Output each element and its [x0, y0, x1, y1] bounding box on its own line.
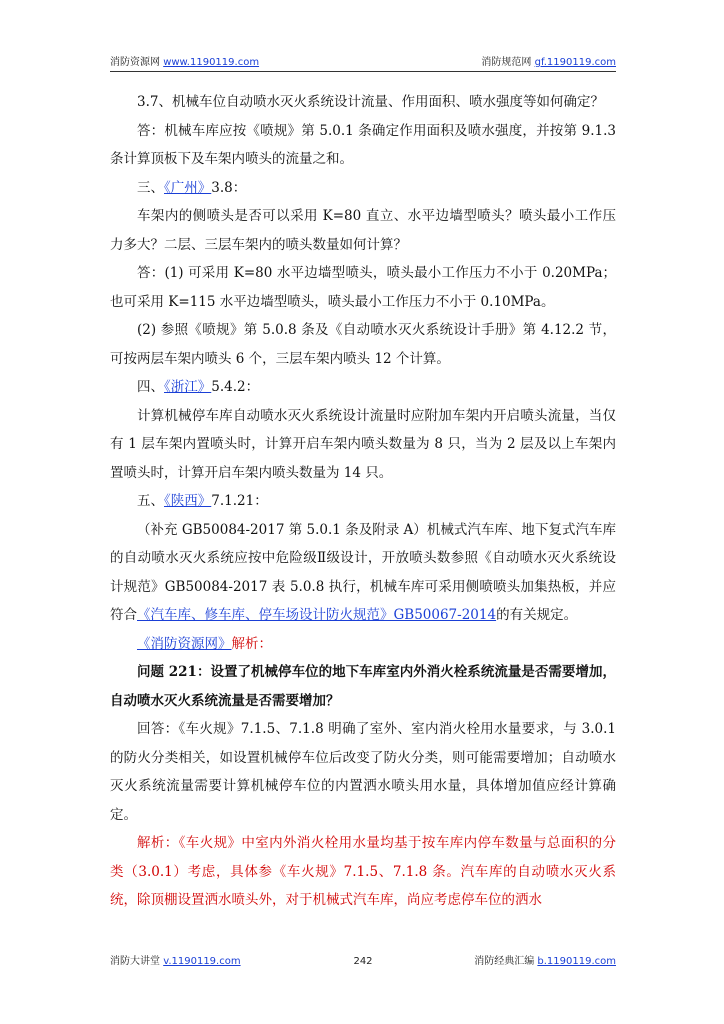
shaanxi-text: [110, 516, 616, 630]
section-4-prefix: 四、: [137, 379, 164, 395]
page-number: 242: [353, 956, 373, 967]
section-3-heading: [110, 174, 616, 203]
footer-left-label: 消防大讲堂: [110, 956, 160, 967]
section-3-suffix: 3.8：: [211, 179, 247, 196]
zhejiang-link[interactable]: 《浙江》: [164, 379, 212, 395]
shaanxi-link[interactable]: 《陕西》: [164, 493, 212, 509]
header-left: [110, 53, 259, 68]
section-4-heading: [110, 373, 616, 402]
section-5-prefix: 五、: [137, 493, 164, 509]
footer-right: [474, 952, 616, 967]
footer-right-link[interactable]: b.1190119.com: [537, 956, 616, 967]
analysis-label: 解析：: [231, 635, 272, 652]
xiaofang-ziyuan-link[interactable]: 《消防资源网》: [137, 635, 232, 652]
answer-221: 回答：《车火规》7.1.5、7.1.8 明确了室外、室内消火栓用水量要求，与 3.0.1 的防火分类相关，如设置机械停车位后改变了防火分类，则可能需要增加；自动喷水灭火系统流量需要计算机械停车位的内置洒水喷头用水量，具体增加值应经计算确定。: [110, 721, 616, 823]
page-footer: [110, 952, 616, 967]
section-4-suffix: 5.4.2：: [211, 379, 260, 395]
header-right-link[interactable]: gf.1190119.com: [534, 57, 616, 68]
analysis-text: 解析：《车火规》中室内外消火栓用水量均基于按车库内停车数量与总面积的分类（3.0.1）考虑，具体参《车火规》7.1.5、7.1.8 条。汽车库的自动喷水灭火系统，除顶棚设置洒水喷头外，对于机械式汽车库，尚应考虑停车位的洒水: [110, 835, 616, 908]
zhejiang-text: 计算机械停车库自动喷水灭火系统设计流量时应附加车架内开启喷头流量，当仅有 1 层车架内置喷头时，计算开启车架内喷头数量为 8 只，当为 2 层及以上车架内置喷头时，计算开启车架内喷头数量为 14 只。: [110, 407, 616, 481]
section-5-heading: [110, 487, 616, 516]
page-content: [110, 88, 616, 915]
header-left-link[interactable]: www.1190119.com: [163, 57, 260, 68]
header-left-label: 消防资源网: [110, 57, 160, 68]
footer-left: [110, 952, 241, 967]
page-header: [110, 53, 616, 72]
answer-3-8-part2: (2) 参照《喷规》第 5.0.8 条及《自动喷水灭火系统设计手册》第 4.12.2 节，可按两层车架内喷头 6 个，三层车架内喷头 12 个计算。: [110, 322, 616, 367]
shaanxi-body: （补充 GB50084-2017 第 5.0.1 条及附录 A）机械式汽车库、地下复式汽车库的自动喷水灭火系统应按中危险级Ⅱ级设计，开放喷头数参照《自动喷水灭火系统设计规范》GB50084-2017 表 5.0.8 执行，机械车库可采用侧喷喷头加集热板，并应符合: [110, 521, 616, 623]
guangzhou-link[interactable]: 《广州》: [164, 179, 212, 196]
analysis-heading: [110, 630, 616, 659]
section-5-suffix: 7.1.21：: [211, 493, 268, 509]
header-right-label: 消防规范网: [481, 57, 532, 68]
answer-3-7: 答：机械车库应按《喷规》第 5.0.1 条确定作用面积及喷水强度，并按第 9.1.3 条计算顶板下及车架内喷头的流量之和。: [110, 122, 616, 167]
answer-3-8-part1: 答：(1) 可采用 K=80 水平边墙型喷头，喷头最小工作压力不小于 0.20MPa；也可采用 K=115 水平边墙型喷头，喷头最小工作压力不小于 0.10MPa。: [110, 265, 616, 310]
header-right: [481, 53, 616, 68]
footer-right-label: 消防经典汇编: [474, 956, 535, 967]
question-221: 问题 221：设置了机械停车位的地下车库室内外消火栓系统流量是否需要增加，自动喷水灭火系统流量是否需要增加？: [110, 664, 616, 709]
footer-left-link[interactable]: v.1190119.com: [163, 956, 241, 967]
gb50067-link[interactable]: 《汽车库、修车库、停车场设计防火规范》GB50067-2014: [137, 607, 497, 623]
question-3-7: 3.7、机械车位自动喷水灭火系统设计流量、作用面积、喷水强度等如何确定？: [137, 94, 604, 110]
section-3-prefix: 三、: [137, 179, 164, 196]
shaanxi-tail: 的有关规定。: [496, 607, 578, 623]
question-3-8: 车架内的侧喷头是否可以采用 K=80 直立、水平边墙型喷头？喷头最小工作压力多大？二层、三层车架内的喷头数量如何计算？: [110, 208, 616, 253]
